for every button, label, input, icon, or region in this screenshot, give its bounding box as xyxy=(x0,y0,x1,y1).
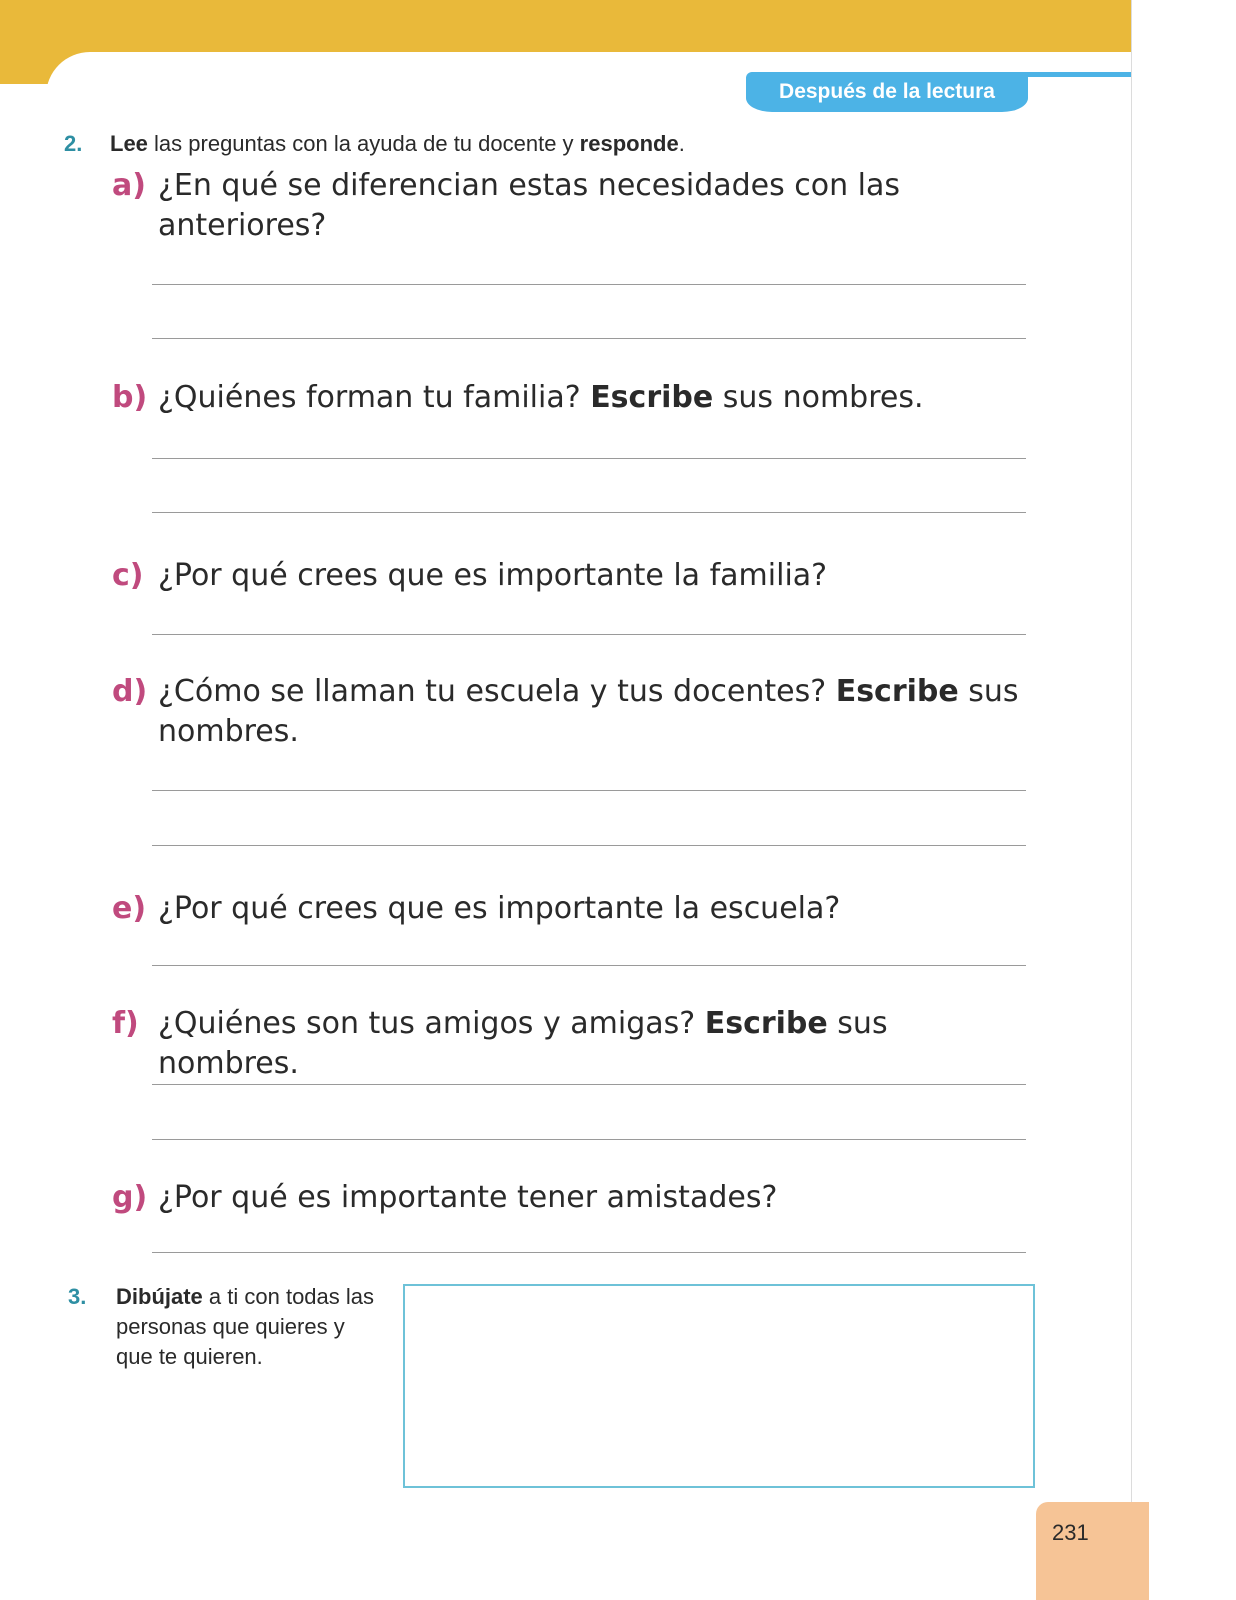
page-number-tab xyxy=(1036,1502,1149,1600)
instruction-verb-responde: responde xyxy=(579,131,679,156)
question-d xyxy=(112,672,1032,752)
question-e xyxy=(112,889,1032,929)
task-2-instruction xyxy=(110,131,685,157)
question-letter: b) xyxy=(112,380,148,415)
section-tab xyxy=(746,72,1028,112)
answer-line[interactable] xyxy=(152,790,1026,791)
question-text: ¿Quiénes forman tu familia? Escribe sus nombres. xyxy=(158,380,924,415)
page-margin xyxy=(1131,0,1236,1600)
instruction-verb-lee: Lee xyxy=(110,131,148,156)
task-3-instruction: Dibújate a ti con todas las personas que quieres y que te quieren. xyxy=(116,1284,375,1369)
question-letter: f) xyxy=(112,1006,139,1041)
answer-line[interactable] xyxy=(152,1139,1026,1140)
question-text: ¿Cómo se llaman tu escuela y tus docentes? Escribe sus nombres. xyxy=(158,674,1019,749)
question-text: ¿En qué se diferencian estas necesidades con las anteriores? xyxy=(158,168,901,243)
question-g xyxy=(112,1178,1032,1218)
section-tab-label: Después de la lectura xyxy=(779,80,995,103)
question-letter: a) xyxy=(112,168,146,203)
answer-line[interactable] xyxy=(152,458,1026,459)
drawing-box[interactable] xyxy=(403,1284,1035,1488)
answer-line[interactable] xyxy=(152,965,1026,966)
instruction-mid: las preguntas con la ayuda de tu docente y xyxy=(147,131,580,156)
question-b xyxy=(112,378,1032,418)
question-a xyxy=(112,166,1032,246)
section-tab-rule xyxy=(1010,72,1131,77)
question-c xyxy=(112,556,1032,596)
question-text: ¿Por qué crees que es importante la familia? xyxy=(158,558,828,593)
answer-line[interactable] xyxy=(152,1084,1026,1085)
question-letter: e) xyxy=(112,891,147,926)
instruction-end: . xyxy=(678,131,685,156)
question-text: ¿Por qué es importante tener amistades? xyxy=(158,1180,778,1215)
answer-line[interactable] xyxy=(152,284,1026,285)
answer-line[interactable] xyxy=(152,845,1026,846)
answer-line[interactable] xyxy=(152,634,1026,635)
task-2-number: 2. xyxy=(64,131,83,156)
question-text: ¿Por qué crees que es importante la escuela? xyxy=(158,891,841,926)
question-letter: d) xyxy=(112,674,148,709)
question-letter: c) xyxy=(112,558,144,593)
question-f xyxy=(112,1004,1032,1084)
task-3-number: 3. xyxy=(68,1284,87,1309)
answer-line[interactable] xyxy=(152,338,1026,339)
page-number: 231 xyxy=(1052,1520,1089,1545)
question-text: ¿Quiénes son tus amigos y amigas? Escribe sus nombres. xyxy=(158,1006,888,1081)
question-letter: g) xyxy=(112,1180,148,1215)
answer-line[interactable] xyxy=(152,1252,1026,1253)
answer-line[interactable] xyxy=(152,512,1026,513)
